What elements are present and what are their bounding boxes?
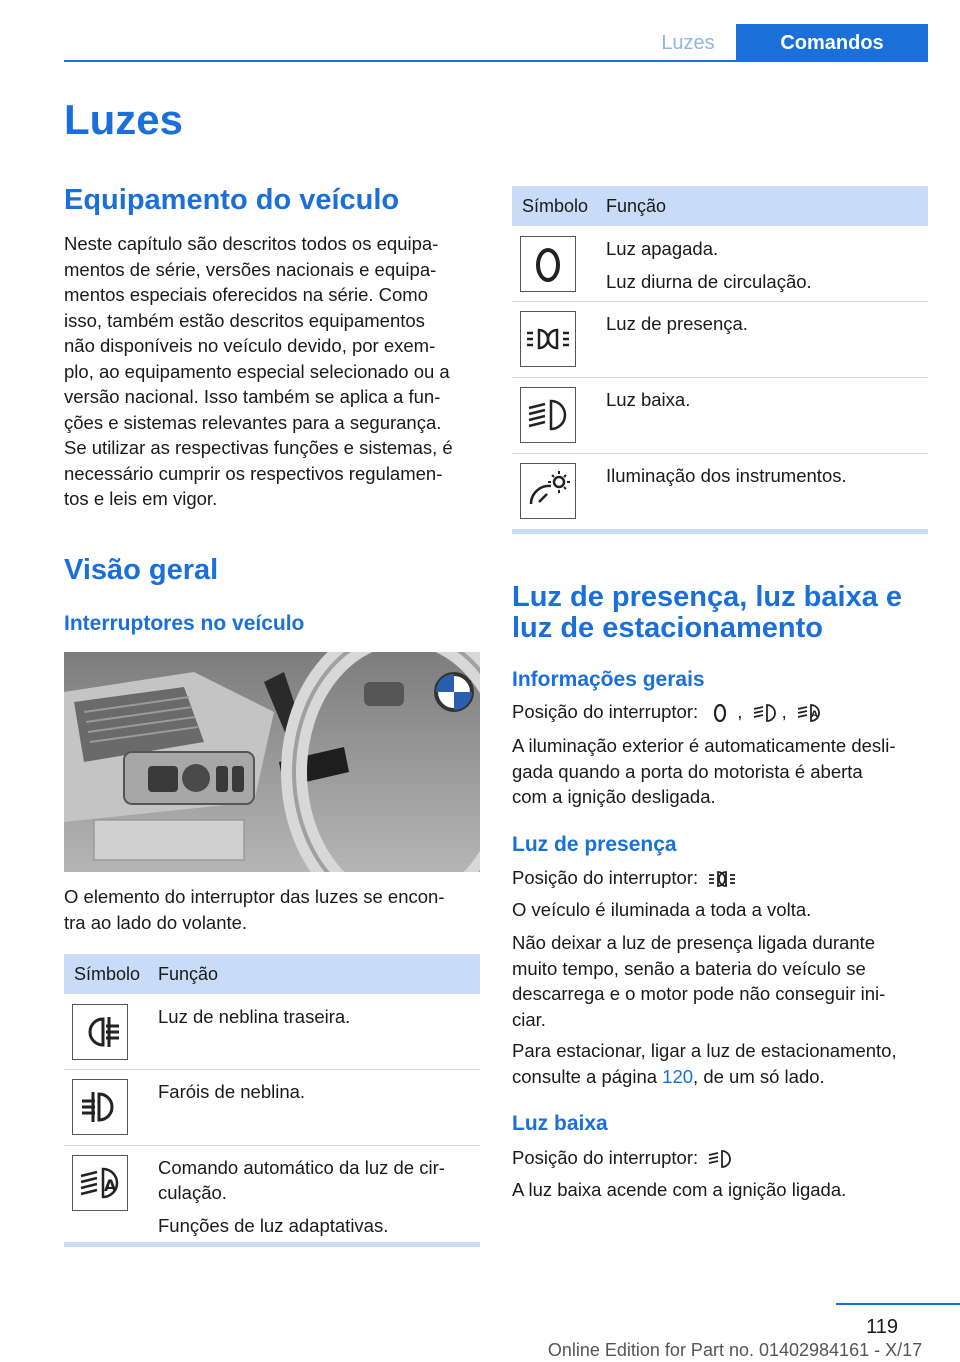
low-beam-icon bbox=[520, 387, 576, 443]
switch-positions-general: Posição do interruptor: , , A bbox=[512, 699, 932, 725]
header-chapter-tab: Comandos bbox=[736, 24, 928, 62]
paragraph-equipamento: Neste capítulo são descritos todos os equipa- mentos de série, versões nacionais e equipa- mentos especiais oferecidos na série. Como isso, também estão descritos equipamentos não disponíveis no veículo devido, por exem- plo, ao equipamento especial selecionado ou a versão nacional. Isso também se aplica a fun- ções e sistemas relevantes para a segurança. Se utilizar as respectivas funções e sistemas, é necessário cumprir os respectivos regulamen- tos e leis em vigor. bbox=[64, 233, 453, 509]
svg-text:A: A bbox=[104, 1176, 117, 1195]
table-header-function: Função bbox=[606, 196, 667, 216]
heading-visao-geral: Visão geral bbox=[64, 554, 219, 586]
footer-divider bbox=[836, 1303, 960, 1305]
table-row bbox=[512, 377, 928, 454]
row-function: Luz baixa. bbox=[606, 389, 691, 410]
row-function: Luz de neblina traseira. bbox=[158, 1006, 351, 1027]
table-row bbox=[512, 226, 928, 302]
low-beam-icon bbox=[707, 1148, 733, 1170]
page-link-120[interactable]: 120 bbox=[662, 1065, 694, 1087]
table-row bbox=[512, 453, 928, 529]
table-row bbox=[64, 994, 480, 1070]
heading-luz-de-presenca: Luz de presença bbox=[512, 833, 677, 856]
front-fog-light-icon bbox=[72, 1079, 128, 1135]
heading-informacoes-gerais: Informações gerais bbox=[512, 668, 705, 691]
table-end-rule bbox=[512, 529, 928, 534]
low-beam-icon bbox=[752, 702, 778, 724]
light-off-icon bbox=[707, 702, 733, 724]
table-row bbox=[512, 301, 928, 378]
auto-headlight-icon bbox=[72, 1155, 128, 1211]
paragraph-presenca-3: Para estacionar, ligar a luz de estacionamento, consulte a página 120, de um só lado. bbox=[512, 1040, 897, 1087]
header-section-label: Luzes bbox=[661, 32, 715, 54]
page-number: 119 bbox=[866, 1316, 898, 1338]
heading-equipamento: Equipamento do veículo bbox=[64, 184, 400, 216]
dashboard-photo bbox=[64, 652, 480, 872]
table-header-function: Função bbox=[158, 964, 219, 984]
table-header-symbol: Símbolo bbox=[74, 964, 141, 984]
table-header bbox=[64, 954, 480, 994]
table-header-symbol: Símbolo bbox=[522, 196, 589, 216]
rear-fog-light-icon bbox=[72, 1004, 128, 1060]
svg-text:A: A bbox=[810, 710, 818, 721]
heading-interruptores: Interruptores no veículo bbox=[64, 612, 305, 635]
edition-footer: Online Edition for Part no. 01402984161 - X/17 bbox=[547, 1340, 923, 1360]
auto-headlight-icon bbox=[796, 702, 822, 724]
paragraph-presenca-1: O veículo é iluminada a toda a volta. bbox=[512, 899, 812, 920]
heading-luz-baixa: Luz baixa bbox=[512, 1112, 608, 1135]
paragraph-informacoes: A iluminação exterior é automaticamente desli- gada quando a porta do motorista é aberta com a ignição desligada. bbox=[512, 735, 896, 807]
header-divider bbox=[64, 60, 928, 62]
parking-light-icon bbox=[520, 311, 576, 367]
dashboard-illustration bbox=[64, 652, 480, 872]
instrument-lighting-icon bbox=[520, 463, 576, 519]
switch-position-low-beam: Posição do interruptor: bbox=[512, 1145, 932, 1171]
page-title: Luzes bbox=[64, 96, 184, 143]
paragraph-presenca-2: Não deixar a luz de presença ligada durante muito tempo, senão a bateria do veículo se descarrega e o motor pode não conseguir ini- ciar. bbox=[512, 932, 886, 1030]
photo-caption: O elemento do interruptor das luzes se encon- tra ao lado do volante. bbox=[64, 886, 445, 933]
row-function: Comando automático da luz de cir- culação. Funções de luz adaptativas. bbox=[158, 1157, 445, 1236]
row-function: Luz de presença. bbox=[606, 313, 748, 334]
parking-light-icon bbox=[707, 868, 737, 890]
row-function: Luz apagada. Luz diurna de circulação. bbox=[606, 238, 812, 292]
light-off-icon bbox=[520, 236, 576, 292]
right-symbol-table bbox=[512, 186, 928, 536]
table-row bbox=[64, 1145, 480, 1243]
switch-position-parking: Posição do interruptor: bbox=[512, 865, 932, 891]
heading-luz-presenca-main: Luz de presença, luz baixa e luz de estacionamento bbox=[512, 581, 903, 644]
table-row bbox=[64, 1069, 480, 1146]
table-header bbox=[512, 186, 928, 226]
left-symbol-table bbox=[64, 954, 480, 1248]
table-end-rule bbox=[64, 1242, 480, 1247]
row-function: Faróis de neblina. bbox=[158, 1081, 306, 1102]
paragraph-luz-baixa: A luz baixa acende com a ignição ligada. bbox=[512, 1179, 847, 1200]
row-function: Iluminação dos instrumentos. bbox=[606, 465, 847, 486]
